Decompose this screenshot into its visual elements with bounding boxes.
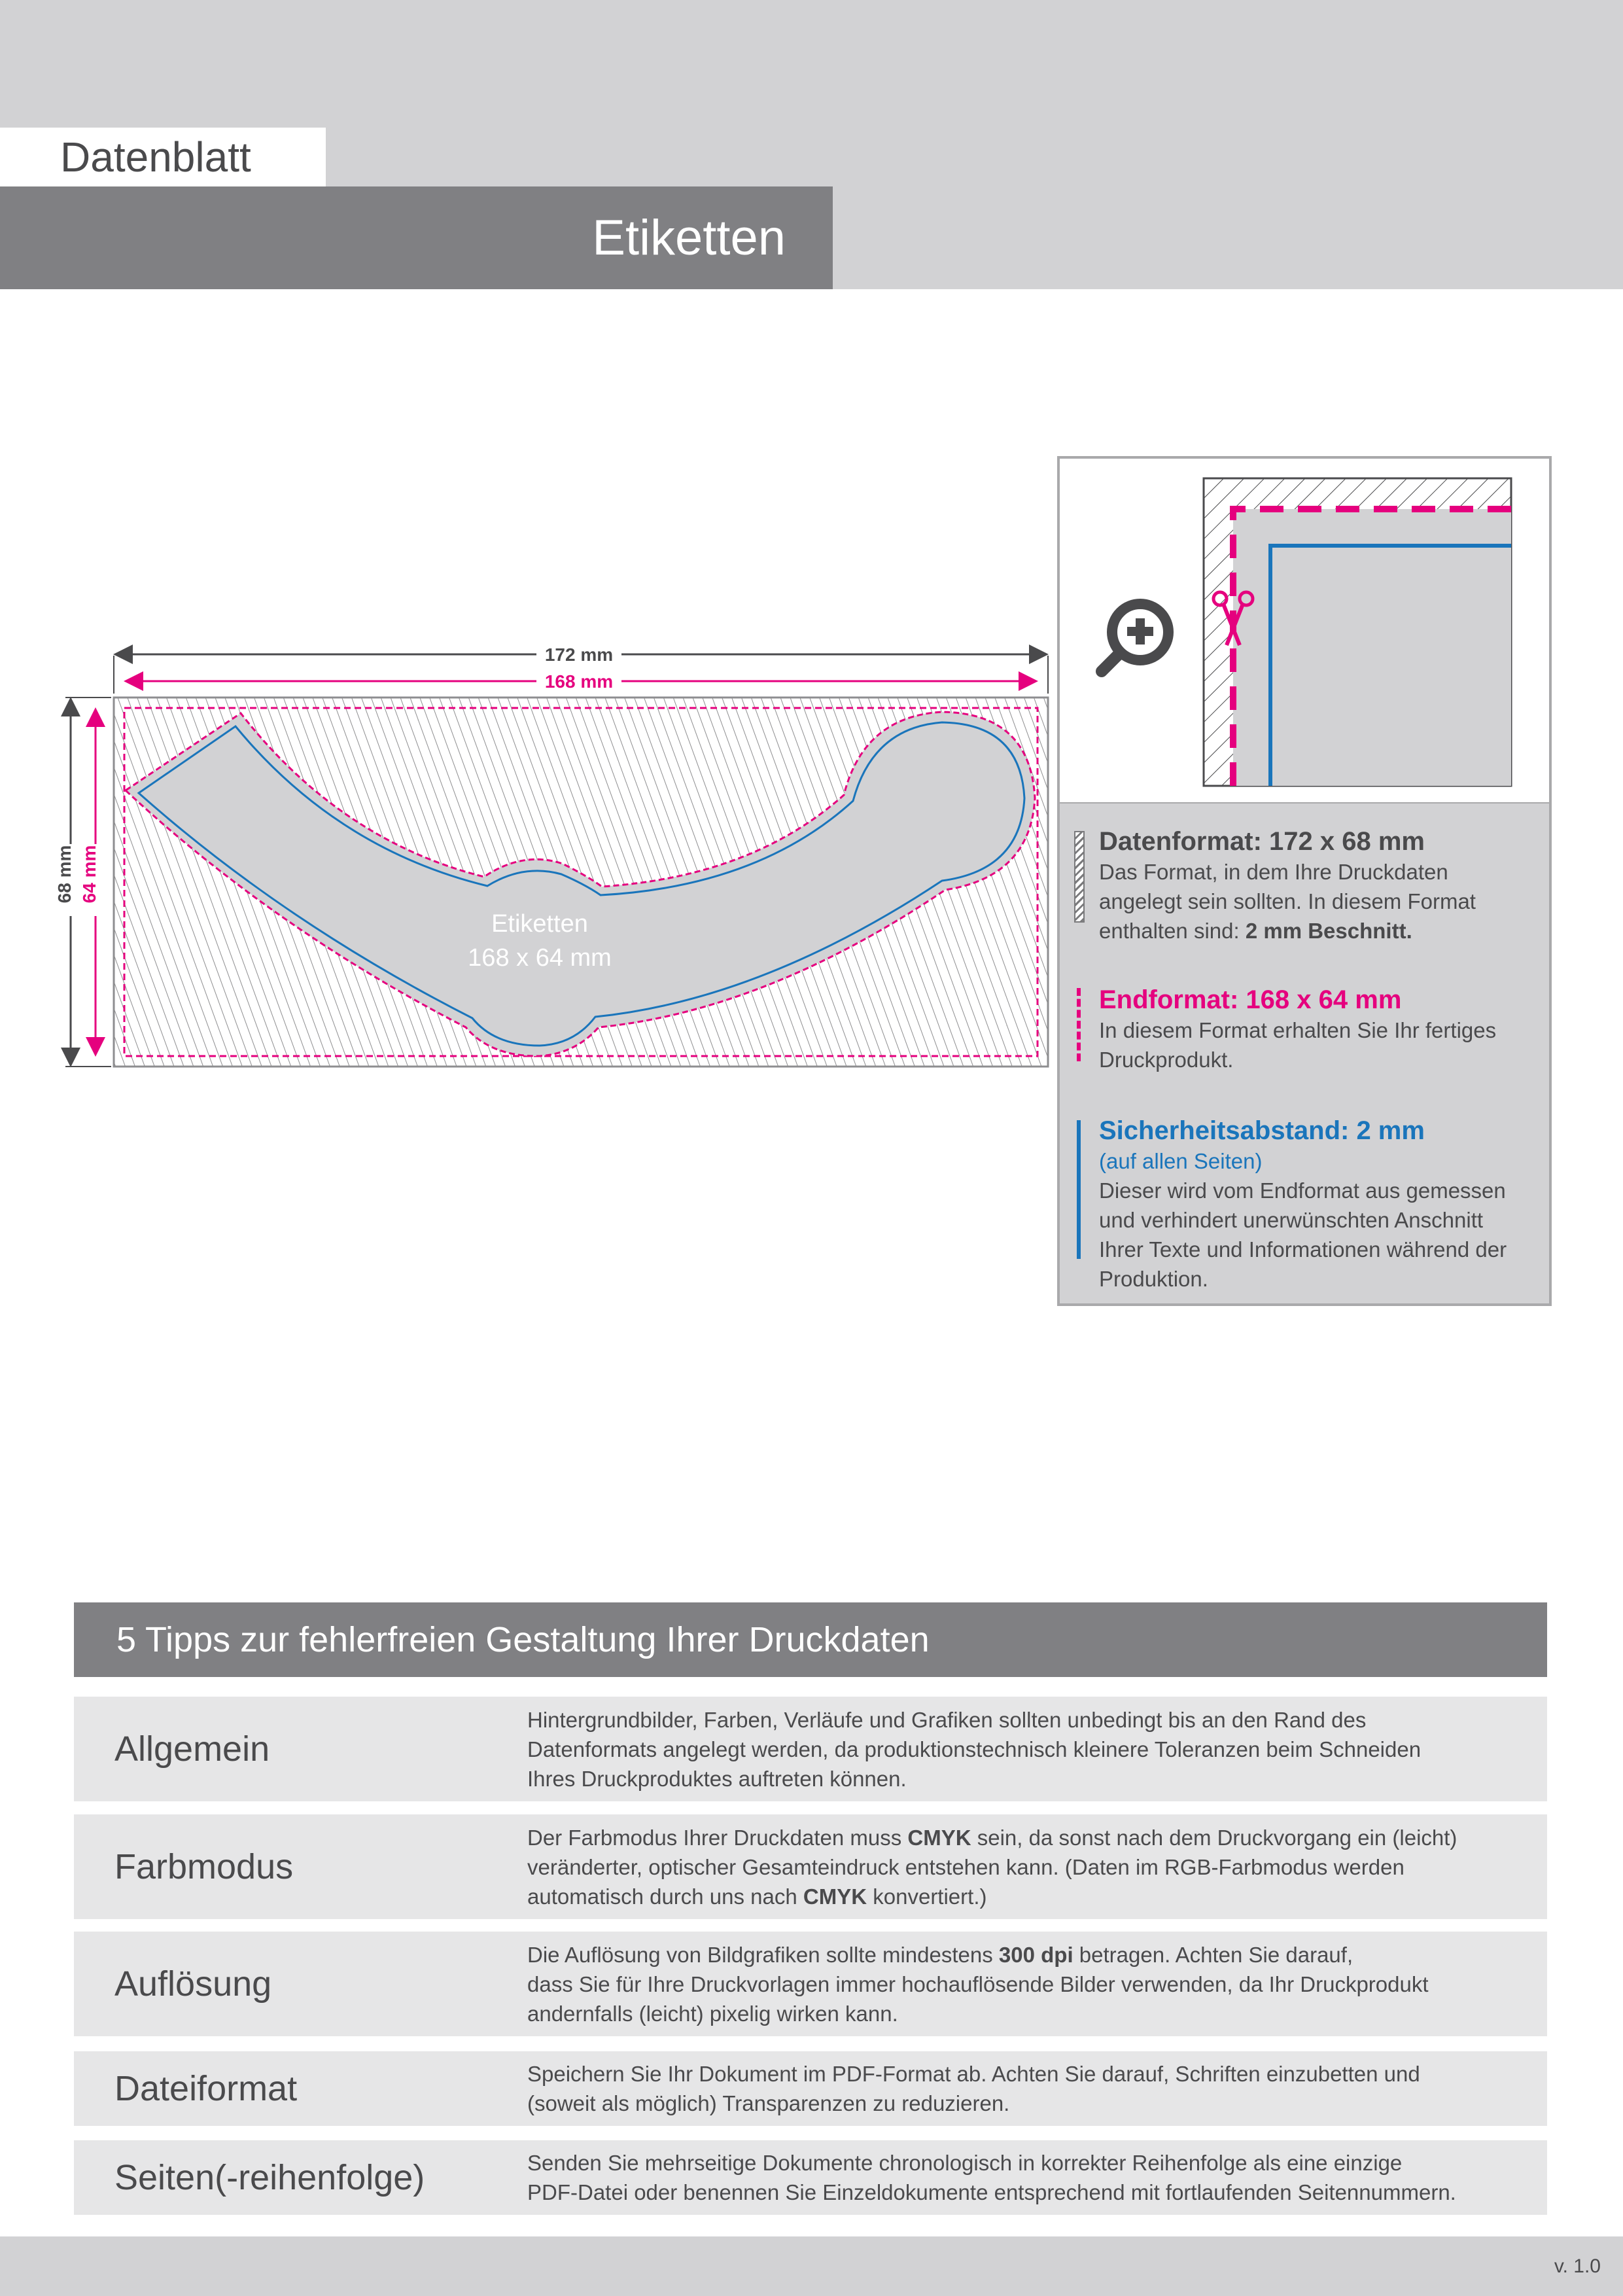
tip-text-farbmodus bbox=[527, 1814, 1534, 1919]
tip-line: Ihres Druckproduktes auftreten können. bbox=[527, 1766, 907, 1791]
safety-text-4: Produktion. bbox=[1099, 1267, 1208, 1291]
tip-line: (soweit als möglich) Transparenzen zu reduzieren. bbox=[527, 2091, 1010, 2115]
tip-name-aufloesung: Auflösung bbox=[114, 1964, 272, 2004]
label-name: Etiketten bbox=[491, 910, 588, 938]
version-label: v. 1.0 bbox=[1554, 2255, 1601, 2277]
data-format-text-3a: enthalten sind: bbox=[1099, 919, 1246, 943]
tip-text-part: betragen. Achten Sie darauf, bbox=[1073, 1942, 1353, 1967]
tip-line: Speichern Sie Ihr Dokument im PDF-Format ab. Achten Sie darauf, Schriften einzubetten und bbox=[527, 2062, 1420, 2086]
tip-text-dateiformat bbox=[527, 2051, 1534, 2126]
tip-row-farbmodus bbox=[74, 1814, 1547, 1919]
safety-marker bbox=[1077, 1120, 1081, 1259]
tip-line: Hintergrundbilder, Farben, Verläufe und Grafiken sollten unbedingt bis an den Rand des bbox=[527, 1707, 1367, 1732]
width-outer-label: 172 mm bbox=[544, 645, 614, 665]
tip-line: dass Sie für Ihre Druckvorlagen immer hochauflösende Bilder verwenden, da Ihr Druckprodukt bbox=[527, 1971, 1429, 1996]
safety-text-1: Dieser wird vom Endformat aus gemessen bbox=[1099, 1178, 1506, 1203]
label-diagram bbox=[0, 615, 1060, 1086]
end-format-text-1: In diesem Format erhalten Sie Ihr fertiges bbox=[1099, 1018, 1497, 1042]
tip-name-seiten: Seiten(-reihenfolge) bbox=[114, 2158, 425, 2197]
tip-row-seiten bbox=[74, 2140, 1547, 2215]
label-size: 168 x 64 mm bbox=[468, 944, 612, 972]
end-format-marker bbox=[1077, 988, 1081, 1061]
width-inner-label: 168 mm bbox=[544, 671, 614, 692]
legend-data-format bbox=[1099, 826, 1550, 945]
tips-header: 5 Tipps zur fehlerfreien Gestaltung Ihrer Druckdaten bbox=[74, 1602, 1547, 1677]
tip-text-seiten bbox=[527, 2140, 1534, 2215]
tip-text-part: sein, da sonst nach dem Druckvorgang ein (leicht) bbox=[971, 1825, 1457, 1850]
safety-text-3: Ihrer Texte und Informationen während der bbox=[1099, 1237, 1507, 1262]
doc-type-label: Datenblatt bbox=[0, 128, 326, 186]
format-legend bbox=[1057, 804, 1552, 1306]
tip-line bbox=[527, 1823, 1457, 1852]
legend-safety bbox=[1099, 1115, 1550, 1294]
tip-row-allgemein bbox=[74, 1697, 1547, 1801]
data-format-text-3 bbox=[1099, 916, 1550, 945]
tip-text-part: konvertiert.) bbox=[867, 1884, 987, 1909]
data-format-marker bbox=[1074, 831, 1085, 923]
product-title: Etiketten bbox=[0, 186, 833, 289]
height-inner-label: 64 mm bbox=[79, 845, 99, 904]
tip-line: veränderter, optischer Gesamteindruck entstehen kann. (Daten im RGB-Farbmodus werden bbox=[527, 1854, 1405, 1879]
height-outer-label: 68 mm bbox=[54, 845, 75, 904]
legend-end-format bbox=[1099, 984, 1550, 1074]
tip-line: andernfalls (leicht) pixelig wirken kann. bbox=[527, 2001, 898, 2026]
tip-row-aufloesung bbox=[74, 1932, 1547, 2036]
tip-text-bold: 300 dpi bbox=[998, 1942, 1073, 1967]
footer-bar bbox=[0, 2236, 1623, 2296]
tip-text-bold: CMYK bbox=[803, 1884, 867, 1909]
tip-line bbox=[527, 1940, 1429, 1969]
tip-name-allgemein: Allgemein bbox=[114, 1729, 270, 1769]
tip-line: Senden Sie mehrseitige Dokumente chronologisch in korrekter Reihenfolge als eine einzige bbox=[527, 2151, 1403, 2175]
data-format-title: Datenformat: 172 x 68 mm bbox=[1099, 827, 1425, 856]
safety-subtitle: (auf allen Seiten) bbox=[1099, 1149, 1263, 1173]
tip-line: Datenformats angelegt werden, da produktionstechnisch kleinere Toleranzen beim Schneiden bbox=[527, 1737, 1422, 1761]
tip-name-farbmodus: Farbmodus bbox=[114, 1847, 294, 1886]
tip-text-allgemein bbox=[527, 1697, 1534, 1801]
tip-line bbox=[527, 1882, 1457, 1911]
data-format-text-1: Das Format, in dem Ihre Druckdaten bbox=[1099, 860, 1448, 884]
tip-name-dateiformat: Dateiformat bbox=[114, 2069, 298, 2108]
safety-text-2: und verhindert unerwünschten Anschnitt bbox=[1099, 1208, 1484, 1232]
end-format-text-2: Druckprodukt. bbox=[1099, 1048, 1234, 1072]
tip-text-part: Die Auflösung von Bildgrafiken sollte mindestens bbox=[527, 1942, 999, 1967]
data-format-bleed: 2 mm Beschnitt. bbox=[1245, 919, 1412, 943]
tip-text-part: automatisch durch uns nach bbox=[527, 1884, 803, 1909]
tip-line: PDF-Datei oder benennen Sie Einzeldokumente entsprechend mit fortlaufenden Seitennummern. bbox=[527, 2180, 1456, 2204]
safety-title: Sicherheitsabstand: 2 mm bbox=[1099, 1116, 1425, 1145]
tip-row-dateiformat bbox=[74, 2051, 1547, 2126]
zoom-in-icon bbox=[1102, 604, 1168, 671]
tip-text-part: Der Farbmodus Ihrer Druckdaten muss bbox=[527, 1825, 908, 1850]
data-format-text-2: angelegt sein sollten. In diesem Format bbox=[1099, 889, 1476, 913]
zoom-detail-panel bbox=[1057, 456, 1552, 805]
tip-text-bold: CMYK bbox=[907, 1825, 971, 1850]
end-format-title: Endformat: 168 x 64 mm bbox=[1099, 985, 1402, 1014]
tip-text-aufloesung bbox=[527, 1932, 1534, 2036]
